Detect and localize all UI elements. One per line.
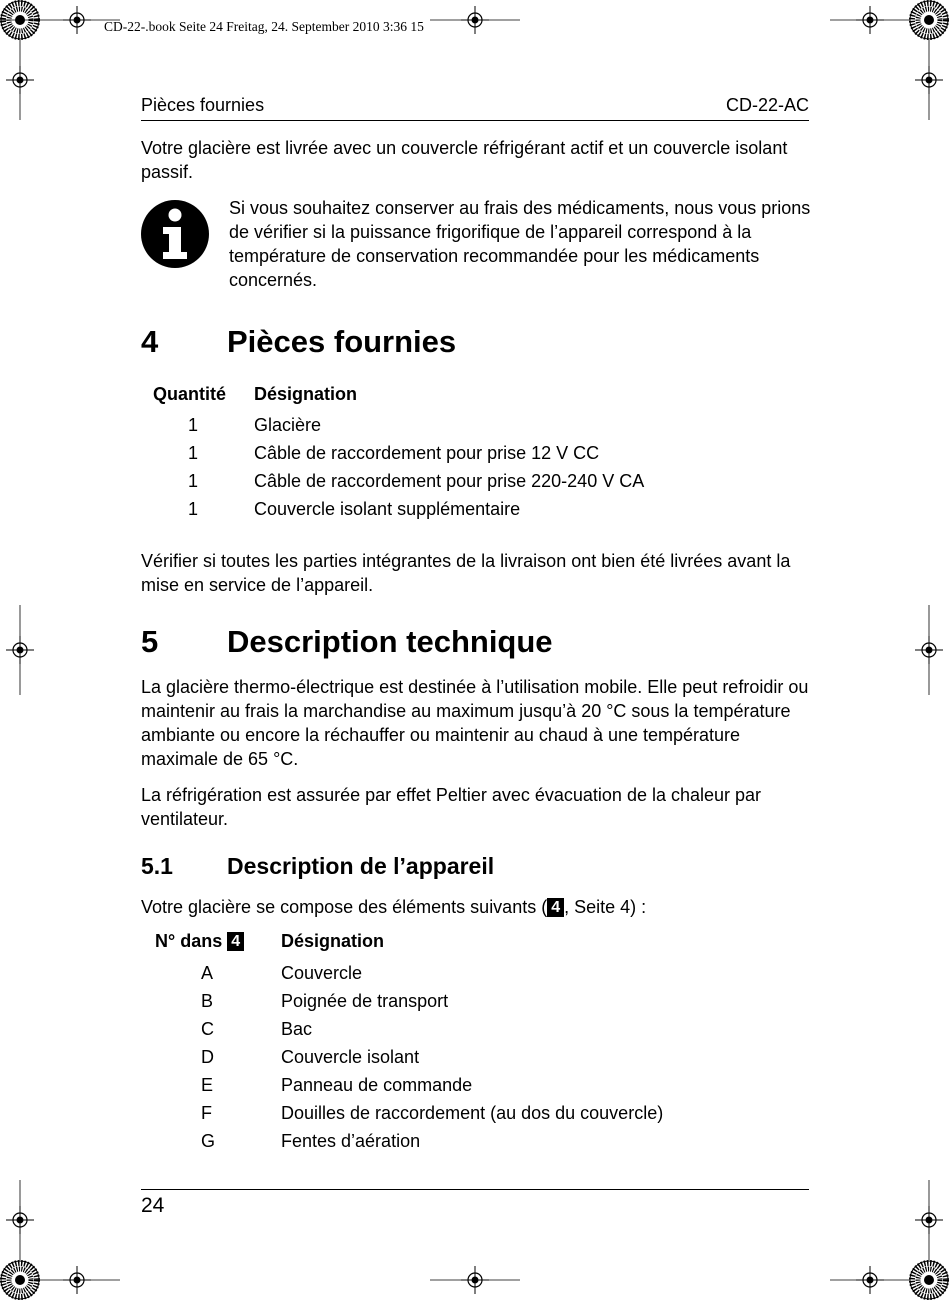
- id-cell: E: [201, 1075, 214, 1095]
- desc-cell: Douilles de raccordement (au dos du couvercle): [281, 1103, 664, 1123]
- desc-cell: Panneau de commande: [281, 1075, 473, 1095]
- info-icon: [141, 200, 209, 268]
- components-intro: [141, 895, 809, 919]
- id-cell: C: [201, 1019, 214, 1039]
- id-cell: G: [201, 1131, 216, 1151]
- id-cell: B: [201, 991, 214, 1011]
- delivery-check-paragraph: Vérifier si toutes les parties intégrantes de la livraison ont bien été livrées avant la mise en service de l’appareil.: [141, 551, 791, 595]
- page-number: 24: [141, 1194, 165, 1217]
- desc-cell: Câble de raccordement pour prise 220-240 V CA: [254, 471, 645, 491]
- desc-cell: Poignée de transport: [281, 991, 449, 1011]
- intro-paragraph: Votre glacière est livrée avec un couvercle réfrigérant actif et un couvercle isolant passif.: [141, 138, 788, 182]
- id-cell: D: [201, 1047, 214, 1067]
- col-header-number-label: N° dans: [155, 931, 223, 951]
- id-cell: F: [201, 1103, 212, 1123]
- section-5-number: 5: [141, 624, 159, 659]
- section-5-title: Description technique: [227, 624, 553, 659]
- section-5-1-number: 5.1: [141, 853, 173, 879]
- desc-cell: Bac: [281, 1019, 313, 1039]
- id-cell: A: [201, 963, 214, 983]
- qty-cell: 1: [188, 415, 199, 435]
- info-note-text: Si vous souhaitez conserver au frais des médicaments, nous vous prions de vérifier si la puissance frigorifique de l’appareil correspond à la température de conservation recommandée pour les médicaments concernés.: [229, 198, 811, 290]
- desc-cell: Couvercle: [281, 963, 363, 983]
- section-4-heading: [141, 324, 456, 360]
- running-header-section: Pièces fournies: [141, 95, 265, 115]
- col-header-designation: Désignation: [254, 384, 358, 404]
- section-5-heading: [141, 624, 553, 660]
- desc-cell: Couvercle isolant supplémentaire: [254, 499, 521, 519]
- section-5-1-title: Description de l’appareil: [227, 853, 495, 879]
- footer-rule: [141, 1189, 809, 1190]
- technical-paragraph-1: La glacière thermo-électrique est destinée à l’utilisation mobile. Elle peut refroidir ou maintenir au frais la marchandise au maximum jusqu’à 20 °C sous la température ambiante ou encore la réchauffer ou maintenir au chaud à une température maximale de 65 °C.: [141, 677, 809, 769]
- desc-cell: Câble de raccordement pour prise 12 V CC: [254, 443, 600, 463]
- desc-cell: Glacière: [254, 415, 322, 435]
- header-rule: [141, 120, 809, 121]
- components-intro-page: , Seite 4) :: [564, 897, 647, 917]
- col-header-number: [155, 931, 244, 952]
- desc-cell: Fentes d’aération: [281, 1131, 421, 1151]
- section-5-1-heading: [141, 853, 494, 880]
- figure-ref-badge: 4: [227, 932, 244, 951]
- running-header-model: CD-22-AC: [725, 95, 809, 115]
- print-slug: CD-22-.book Seite 24 Freitag, 24. September 2010 3:36 15: [104, 19, 424, 34]
- qty-cell: 1: [188, 499, 199, 519]
- figure-ref-badge: 4: [547, 898, 564, 917]
- components-intro-text: Votre glacière se compose des éléments suivants (: [141, 897, 548, 917]
- qty-cell: 1: [188, 471, 199, 491]
- col-header-quantity: Quantité: [153, 384, 227, 404]
- section-4-number: 4: [141, 324, 159, 359]
- technical-paragraph-2: La réfrigération est assurée par effet Peltier avec évacuation de la chaleur par ventilateur.: [141, 785, 762, 829]
- qty-cell: 1: [188, 443, 199, 463]
- section-4-title: Pièces fournies: [227, 324, 457, 359]
- col-header-designation: Désignation: [281, 931, 385, 951]
- desc-cell: Couvercle isolant: [281, 1047, 420, 1067]
